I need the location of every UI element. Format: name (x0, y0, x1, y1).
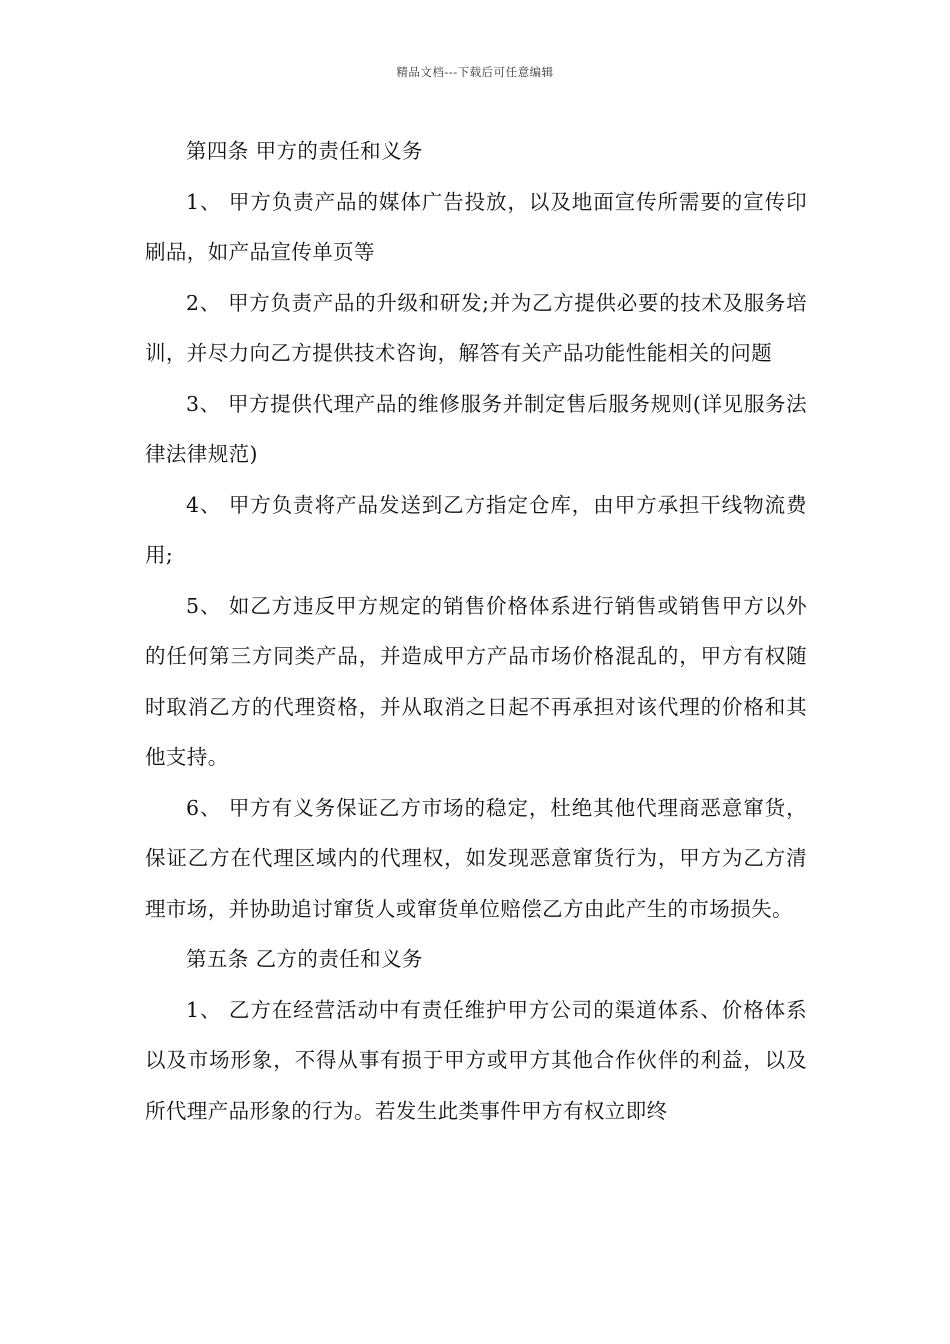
paragraph: 5、 如乙方违反甲方规定的销售价格体系进行销售或销售甲方以外的任何第三方同类产品，并造成甲方产品市场价格混乱的，甲方有权随时取消乙方的代理资格，并从取消之日起不再承担对该代理的价格和其他支持。 (145, 593, 807, 769)
section-heading-5: 第五条 乙方的责任和义务 (186, 947, 423, 971)
section-heading-4: 第四条 甲方的责任和义务 (186, 139, 423, 163)
paragraph: 1、 甲方负责产品的媒体广告投放，以及地面宣传所需要的宣传印刷品，如产品宣传单页等 (145, 189, 807, 264)
paragraph: 2、 甲方负责产品的升级和研发;并为乙方提供必要的技术及服务培训，并尽力向乙方提供技术咨询，解答有关产品功能性能相关的问题 (145, 290, 807, 365)
document-body (145, 126, 807, 1136)
paragraph: 3、 甲方提供代理产品的维修服务并制定售后服务规则(详见服务法律法律规范) (145, 391, 807, 466)
paragraph: 6、 甲方有义务保证乙方市场的稳定，杜绝其他代理商恶意窜货，保证乙方在代理区域内的代理权，如发现恶意窜货行为，甲方为乙方清理市场，并协助追讨窜货人或窜货单位赔偿乙方由此产生的市场损失。 (145, 795, 807, 921)
paragraph: 4、 甲方负责将产品发送到乙方指定仓库，由甲方承担干线物流费用; (145, 492, 807, 567)
page-header: 精品文档---下载后可任意编辑 (396, 65, 554, 79)
paragraph: 1、 乙方在经营活动中有责任维护甲方公司的渠道体系、价格体系以及市场形象，不得从事有损于甲方或甲方其他合作伙伴的利益，以及所代理产品形象的行为。若发生此类事件甲方有权立即终 (145, 997, 807, 1123)
